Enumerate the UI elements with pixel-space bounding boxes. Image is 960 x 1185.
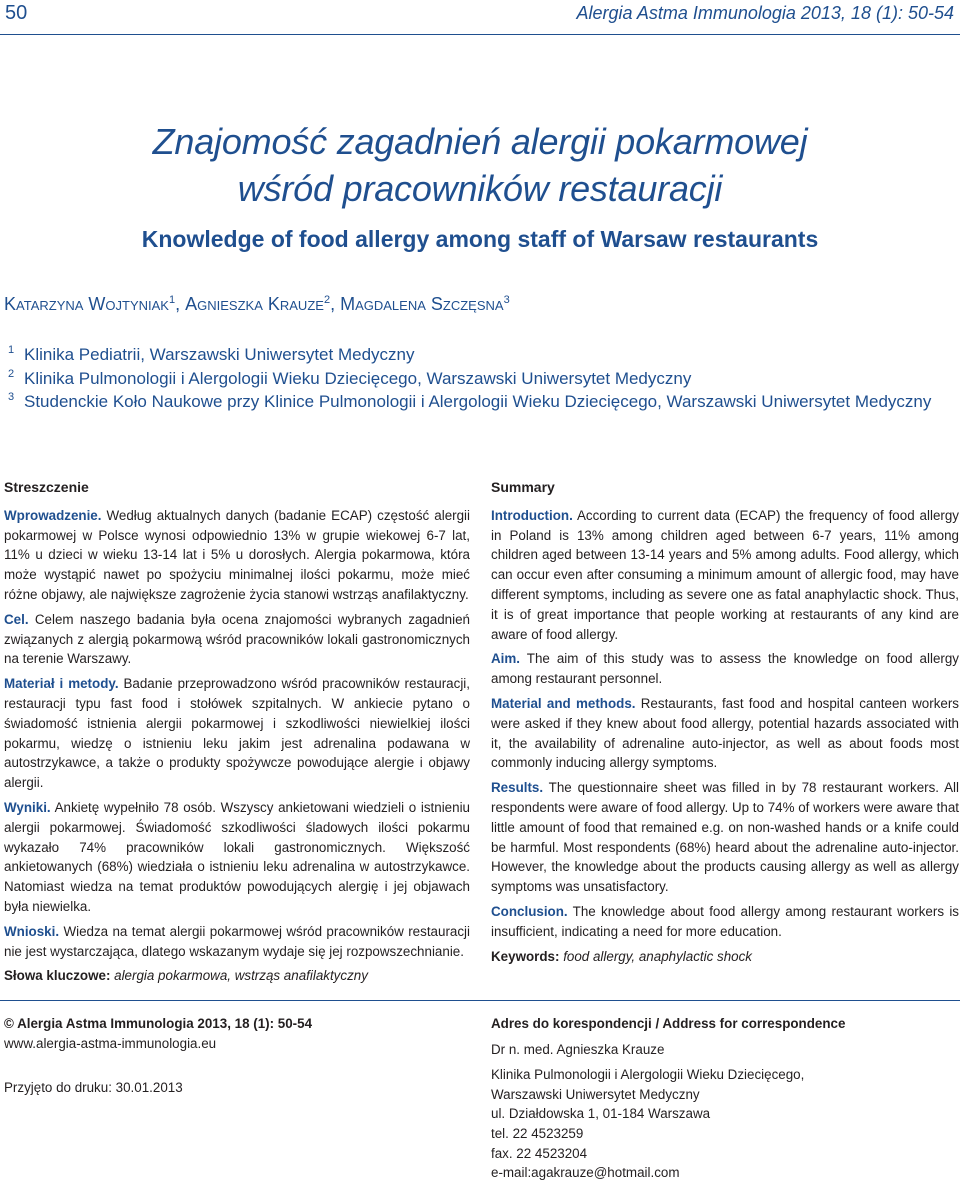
section-label: Introduction. <box>491 507 573 523</box>
section-label: Material and methods. <box>491 695 636 711</box>
affiliation-item <box>4 367 952 391</box>
affiliation-text: Klinika Pediatrii, Warszawski Uniwersytet Medyczny <box>24 345 415 364</box>
keywords-label: Słowa kluczowe: <box>4 968 111 984</box>
page-header <box>0 0 960 35</box>
section-label: Wprowadzenie. <box>4 507 102 523</box>
abstract-pl-section <box>4 798 470 917</box>
section-text: Ankietę wypełniło 78 osób. Wszyscy ankietowani wiedzieli o istnieniu alergii pokarmowej. Świadomość szkodliwości śladowych ilości pokarmu wykazało 74% pracowników lokali gastronomicznych. Większość ankietowanych (68%) wiedziała o istnieniu leku adrenalina w autostrzykawce. Natomiast wiedza na temat produktów powodujących alergię i jej objawach była niewielka. <box>4 799 470 914</box>
section-label: Results. <box>491 780 544 796</box>
correspondence-block <box>491 1014 957 1183</box>
affiliation-text: Studenckie Koło Naukowe przy Klinice Pulmonologii i Alergologii Wieku Dziecięcego, Warszawski Uniwersytet Medyczny <box>24 392 932 411</box>
author-name: Agnieszka Krauze <box>185 294 324 314</box>
section-label: Wnioski. <box>4 923 60 939</box>
title-en: Knowledge of food allergy among staff of Warsaw restaurants <box>141 226 819 252</box>
abstract-pl-heading: Streszczenie <box>4 479 89 495</box>
page-number: 50 <box>5 2 28 24</box>
title-pl-line-2: wśród pracowników restauracji <box>237 168 723 209</box>
abstract-en-keywords <box>491 947 959 967</box>
keywords-value: alergia pokarmowa, wstrząs anafilaktyczny <box>110 968 368 984</box>
section-label: Conclusion. <box>491 903 568 919</box>
abstract-en-heading: Summary <box>491 479 555 495</box>
address-line: Warszawski Uniwersytet Medyczny <box>491 1086 700 1102</box>
abstract-pl-section <box>4 506 470 605</box>
title-block <box>0 118 960 253</box>
author-name: Katarzyna Wojtyniak <box>4 294 169 314</box>
section-text: Według aktualnych danych (badanie ECAP) częstość alergii pokarmowej w Polsce wynosi odpowiednio 13% w grupie wiekowej 6-7 lat, 11% u dzieci w wieku 13-14 lat i 5% u dorosłych. Alergia pokarmowa, która może wystąpić nawet po spożyciu minimalnej ilości pokarmu, może mieć różne objawy, ale największe zagrożenie życia stanowi wstrząs anafilaktyczny. <box>4 507 470 602</box>
abstract-pl-section <box>4 674 470 793</box>
section-label: Aim. <box>491 651 521 667</box>
section-text: The questionnaire sheet was filled in by 78 restaurant workers. All respondents were aware of food allergy. Up to 74% of workers were aware that little amount of food that remained e.g. on non-washed hands or a knife could be harmful. Most respondents (68%) heard about the adrenaline auto-injector. However, the knowledge about the products causing allergy as well as allergy symptoms was unsatisfactory. <box>491 780 959 895</box>
section-text: Celem naszego badania była ocena znajomości wybranych zagadnień związanych z alergią pokarmową wśród pracowników lokali gastronomicznych na terenie Warszawy. <box>4 611 470 667</box>
section-label: Wyniki. <box>4 799 51 815</box>
abstract-en-section <box>491 902 959 942</box>
affiliation-item <box>4 343 952 367</box>
abstract-en-section <box>491 506 959 645</box>
section-text: The aim of this study was to assess the knowledge on food allergy among restaurant personnel. <box>491 651 959 687</box>
accepted-date: Przyjęto do druku: 30.01.2013 <box>4 1080 183 1095</box>
address-line: fax. 22 4523204 <box>491 1145 588 1161</box>
address-line: tel. 22 4523259 <box>491 1125 584 1141</box>
section-text: Badanie przeprowadzono wśród pracowników restauracji, restauracji typu fast food i stołówek szpitalnych. W ankiecie pytano o świadomość istnienia alergii pokarmowej i szkodliwości niewielkiej ilości pokarmu, wiedzę o istnieniu leku jakim jest adrenalina podawana w autostrzykawce, a także o produkty spożywcze powodujące alergie i objawy alergii. <box>4 676 470 791</box>
email-link[interactable]: e-mail:agakrauze@hotmail.com <box>491 1165 680 1181</box>
abstract-pl-section <box>4 610 470 669</box>
footer-divider <box>0 1000 960 1001</box>
author-affiliation-ref: 3 <box>503 294 510 306</box>
affiliation-number: 1 <box>8 344 15 356</box>
keywords-label: Keywords: <box>491 948 560 964</box>
abstract-en <box>491 478 959 971</box>
abstract-en-section <box>491 694 959 773</box>
section-label: Cel. <box>4 611 29 627</box>
section-text: Restaurants, fast food and hospital canteen workers were asked if they knew about food allergy, potential hazards associated with it, the availability of adrenaline auto-injector, as well as about foods most commonly inducing allergy symptoms. <box>491 695 959 771</box>
section-text: The knowledge about food allergy among restaurant workers is insufficient, indicating a need for more education. <box>491 903 959 939</box>
author-list: Katarzyna Wojtyniak$^1$, Agnieszka Krauze$^2$, Magdalena Szczęsna$^3$ <box>4 294 510 314</box>
affiliation-item <box>4 390 952 414</box>
section-text: Wiedza na temat alergii pokarmowej wśród pracowników restauracji nie jest wystarczająca, dlatego wskazanym wydaje się jej rozpowszechnianie. <box>4 923 470 959</box>
address-line: Klinika Pulmonologii i Alergologii Wieku Dziecięcego, <box>491 1067 805 1083</box>
author-name: Magdalena Szczęsna <box>340 294 504 314</box>
abstract-en-section <box>491 778 959 897</box>
journal-website-link[interactable]: www.alergia-astma-immunologia.eu <box>4 1036 217 1051</box>
copyright-line: © Alergia Astma Immunologia 2013, 18 (1): 50-54 <box>4 1016 313 1031</box>
abstract-pl-section <box>4 922 470 962</box>
address-line: Dr n. med. Agnieszka Krauze <box>491 1041 665 1057</box>
affiliation-text: Klinika Pulmonologii i Alergologii Wieku Dziecięcego, Warszawski Uniwersytet Medyczny <box>24 368 692 388</box>
title-pl-line-1: Znajomość zagadnień alergii pokarmowej <box>152 121 808 162</box>
correspondence-heading: Adres do korespondencji / Address for correspondence <box>491 1016 846 1031</box>
author-affiliation-ref: 1 <box>168 294 176 306</box>
abstract-pl-keywords <box>4 966 470 986</box>
address-line: ul. Działdowska 1, 01-184 Warszawa <box>491 1106 711 1122</box>
affiliation-number: 2 <box>8 367 15 380</box>
journal-reference: Alergia Astma Immunologia 2013, 18 (1): 50-54 <box>576 3 954 23</box>
section-text: According to current data (ECAP) the frequency of food allergy in Poland is 13% among children aged between 6-7 years, 11% among children aged between 13-14 years and 5% among adults. Food allergy, which can occur even after consuming a minimum amount of allergic food, may have different symptoms, including as severe one as fatal anaphylactic shock. Thus, it is of great importance that people working at restaurants of any kind are aware of food allergy. <box>491 507 959 642</box>
section-label: Materiał i metody. <box>4 676 119 692</box>
keywords-value: food allergy, anaphylactic shock <box>559 948 753 964</box>
affiliation-list <box>4 343 952 414</box>
author-affiliation-ref: 2 <box>323 294 331 306</box>
affiliation-number: 3 <box>8 391 15 403</box>
footer-left <box>4 1014 464 1098</box>
abstract-pl <box>4 478 470 991</box>
abstract-en-section <box>491 649 959 689</box>
